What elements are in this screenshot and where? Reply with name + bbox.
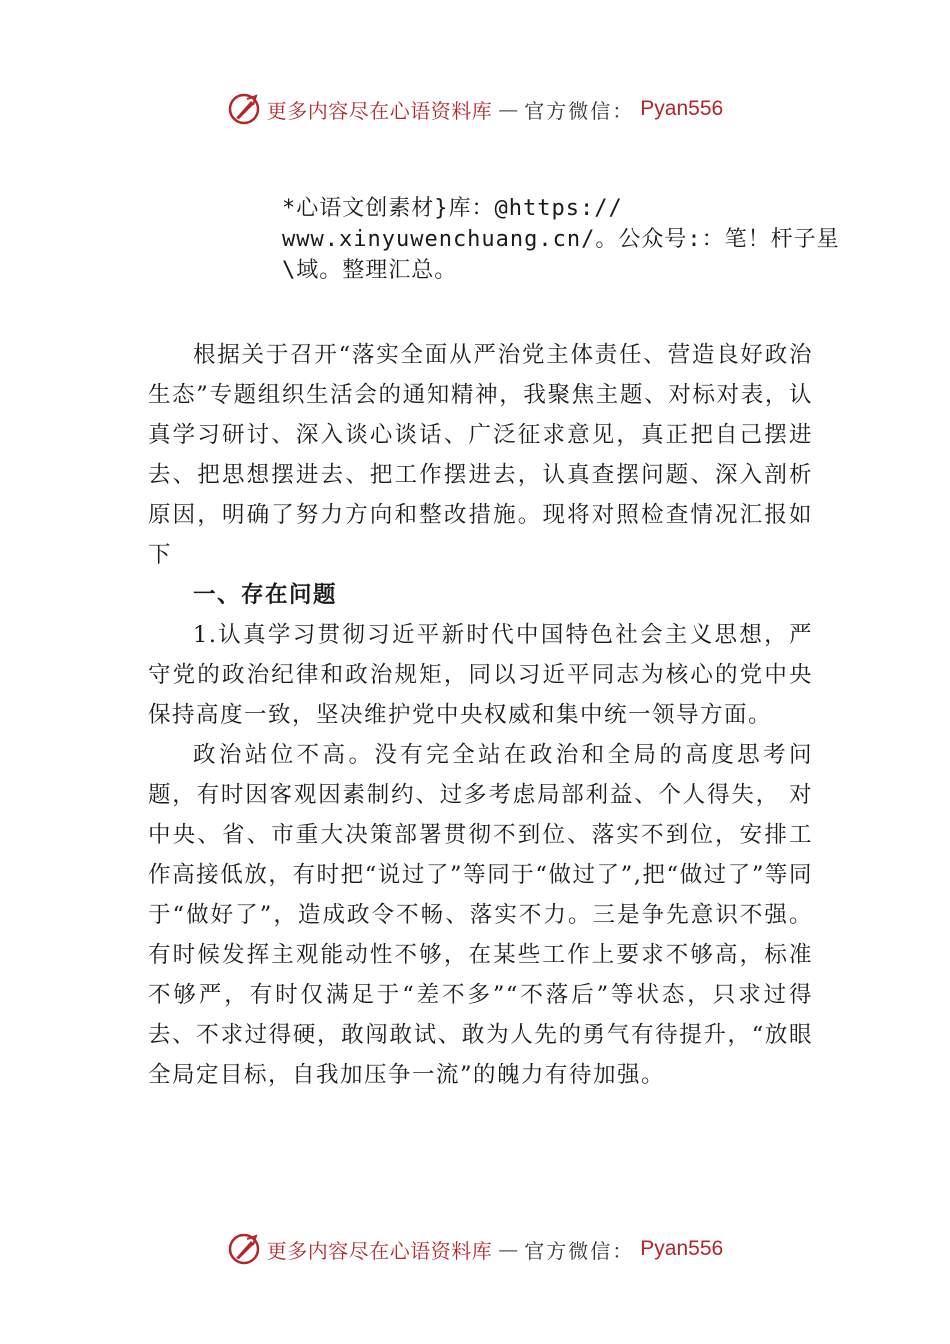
footer-banner: [0, 1232, 950, 1266]
banner-title: 更多内容尽在心语资料库: [266, 98, 493, 123]
body-paragraph: 政治站位不高。没有完全站在政治和全局的高度思考问题，有时因客观因素制约、过多考虑局部利益、个人得失， 对中央、省、市重大决策部署贯彻不到位、落实不到位，安排工作高接低放，有时把“说过了”等同于“做过了”,把“做过了”等同于“做好了”，造成政令不畅、落实不力。三是争先意识不强。有时候发挥主观能动性不够，在某些工作上要求不够高，标准不够严，有时仅满足于“差不多”“不落后”等状态，只求过得去、不求过得硬，敢闯敢试、敢为人先的勇气有待提升，“放眼全局定目标，自我加压争一流”的魄力有待加强。: [148, 742, 813, 1088]
banner-dash: —: [498, 97, 519, 121]
banner-wechat-label: 官方微信：: [524, 98, 635, 123]
source-note-line: \域。整理汇总。: [282, 258, 458, 283]
item-1-paragraph: 1.认真学习贯彻习近平新时代中国特色社会主义思想，严守党的政治纪律和政治规矩，同以习近平同志为核心的党中央保持高度一致，坚决维护党中央权威和集中统一领导方面。: [148, 622, 813, 728]
quill-logo-icon: [227, 92, 261, 126]
header-banner: [0, 92, 950, 126]
source-note-line: *心语文创素材}库：@https://: [282, 196, 623, 221]
banner-wechat-id: Pyan556: [640, 1237, 724, 1260]
banner-wechat-id: Pyan556: [640, 97, 724, 120]
source-note-line: www.xinyuwenchuang.cn/。公众号:：笔！杆子星: [282, 227, 840, 252]
quill-logo-icon: [227, 1232, 261, 1266]
section-heading: 一、存在问题: [193, 582, 338, 608]
intro-paragraph: 根据关于召开“落实全面从严治党主体责任、营造良好政治生态”专题组织生活会的通知精神，我聚焦主题、对标对表，认真学习研讨、深入谈心谈话、广泛征求意见，真正把自己摆进去、把思想摆进去、把工作摆进去，认真查摆问题、深入剖析原因，明确了努力方向和整改措施。现将对照检查情况汇报如下: [148, 342, 813, 568]
document-body: [148, 335, 813, 1095]
banner-dash: —: [498, 1237, 519, 1261]
source-note: [282, 193, 842, 286]
banner-wechat-label: 官方微信：: [524, 1238, 635, 1263]
banner-title: 更多内容尽在心语资料库: [266, 1238, 493, 1263]
